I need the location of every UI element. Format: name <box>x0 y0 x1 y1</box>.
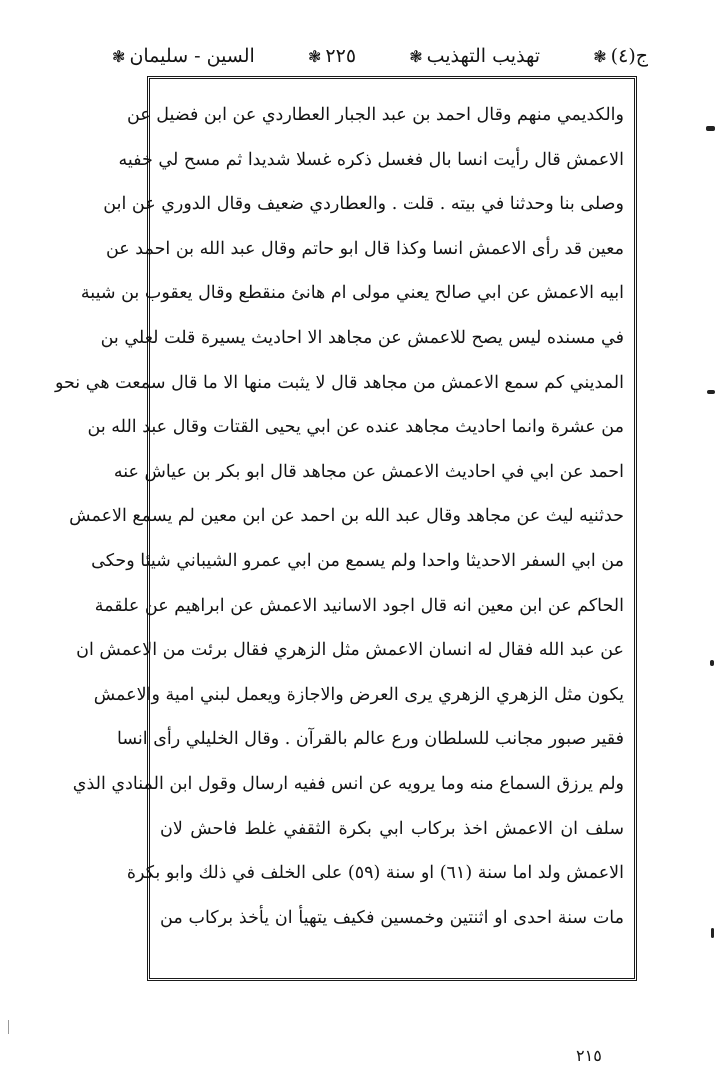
text-line: الاعمش ولد اما سنة (٦١) او سنة (٥٩) على الخلف في ذلك وابو بكرة <box>126 863 624 884</box>
ornament-icon: ❃ <box>409 46 423 66</box>
header-book-title <box>405 45 540 67</box>
text-frame <box>54 76 637 981</box>
text-line: من ابي السفر الاحديثا واحدا ولم يسمع من ابي عمرو الشيباني شيئا وحكى <box>91 550 624 571</box>
text-line: فقير صبور مجانب للسلطان ورع عالم بالقرآن . وقال الخليلي رأى انسا <box>116 729 624 750</box>
header-page <box>304 45 356 67</box>
volume-label: ج(٤) <box>610 45 648 67</box>
header-page-number: ٢٢٥ <box>325 45 357 67</box>
text-line: ابيه الاعمش عن ابي صالح يعني مولى ام هانئ منقطع وقال يعقوب بن شيبة <box>80 283 624 304</box>
margin-mark <box>710 660 714 666</box>
page-number: ٢١٥ <box>576 1046 602 1065</box>
header-volume <box>589 45 648 67</box>
ornament-icon: ❃ <box>112 46 126 66</box>
text-line: من عشرة وانما احاديث مجاهد عنده عن ابي يحيى القتات وقال عبد الله بن <box>87 417 624 438</box>
text-line: يكون مثل الزهري الزهري يرى العرض والاجازة ويعمل لبني امية والاعمش <box>93 684 624 705</box>
text-line: عن عبد الله فقال له انسان الاعمش مثل الزهري فقال برئت من الاعمش ان <box>76 640 624 661</box>
ornament-icon: ❃ <box>593 46 607 66</box>
text-line: احمد عن ابي في احاديث الاعمش عن مجاهد قال ابو بكر بن عياش عنه <box>113 461 624 482</box>
header-section <box>108 45 255 67</box>
text-line: مات سنة احدى او اثنتين وخمسين فكيف يتهيأ ان يأخذ بركاب من <box>160 907 624 928</box>
text-line: سلف ان الاعمش اخذ بركاب ابي بكرة الثقفي غلط فاحش لان <box>160 818 624 839</box>
ornament-icon: ❃ <box>308 46 322 66</box>
text-line: معين قد رأى الاعمش انسا وكذا قال ابو حاتم وقال عبد الله بن احمد عن <box>105 238 624 259</box>
text-line: حدثنيه ليث عن مجاهد وقال عبد الله بن احمد عن ابن معين لم يسمع الاعمش <box>69 506 624 527</box>
text-line: الحاكم عن ابن معين انه قال اجود الاسانيد الاعمش عن ابراهيم عن علقمة <box>94 595 624 616</box>
scan-mark <box>8 1020 9 1034</box>
section-title: السين - سليمان <box>129 45 255 67</box>
text-line: المديني كم سمع الاعمش من مجاهد قال لا يثبت منها الا ما قال سمعت هي نحو <box>54 372 624 393</box>
text-line: وصلى بنا وحدثنا في بيته . قلت . والعطاردي ضعيف وقال الدوري عن ابن <box>103 194 624 215</box>
text-line: الاعمش قال رأيت انسا بال فغسل ذكره غسلا شديدا ثم مسح لي خفيه <box>118 149 624 170</box>
margin-mark <box>711 928 714 938</box>
text-line: في مسنده ليس يصح للاعمش عن مجاهد الا احاديث يسيرة قلت لعلي بن <box>100 327 624 348</box>
text-line: والكديمي منهم وقال احمد بن عبد الجبار العطاردي عن ابن فضيل عن <box>126 105 624 125</box>
book-title: تهذيب التهذيب <box>426 45 541 67</box>
margin-mark <box>707 390 715 394</box>
text-line: ولم يرزق السماع منه وما يرويه عن انس ففيه ارسال وقول ابن المنادي الذي <box>72 773 624 794</box>
running-header <box>108 40 648 72</box>
margin-mark <box>706 126 715 131</box>
